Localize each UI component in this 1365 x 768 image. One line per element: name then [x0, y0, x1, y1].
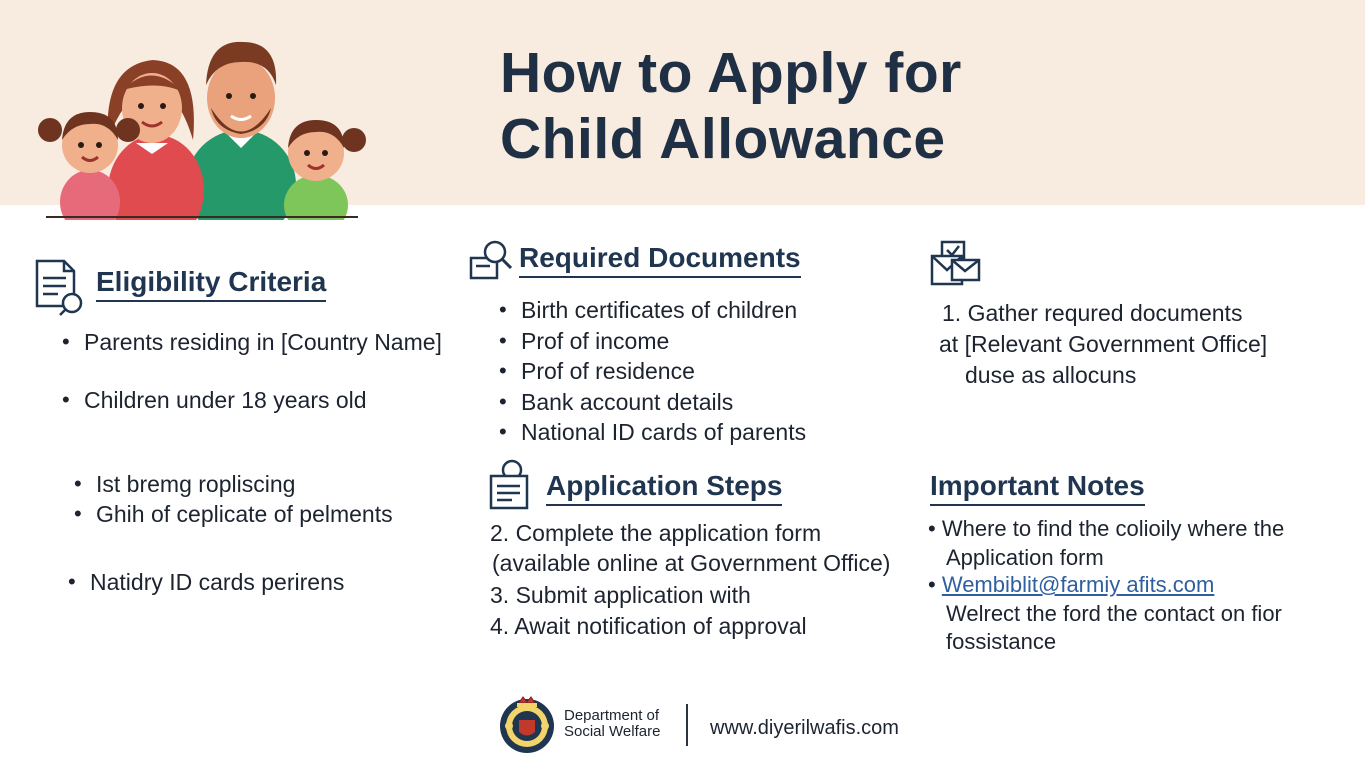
- page-title-line-1: How to Apply for: [500, 41, 962, 105]
- list-item: • Birth certificates of children: [499, 295, 806, 326]
- list-item: • Ist bremg ropliscing: [74, 469, 393, 499]
- list-item: • Prof of residence: [499, 356, 806, 387]
- contact-email-link[interactable]: Wembiblit@farmiy afits.com: [941, 572, 1215, 597]
- list-item: • Ghih of ceplicate of pelments: [74, 499, 393, 529]
- gather-line-3: duse as allocuns: [965, 362, 1137, 388]
- mail-icon: [928, 240, 982, 288]
- documents-heading: Required Documents: [519, 242, 801, 278]
- gather-line-1: 1. Gather requred documents: [942, 300, 1243, 326]
- step-line-4: 4. Await notification of approval: [490, 613, 807, 639]
- documents-list: [499, 295, 806, 448]
- search-document-icon: [468, 238, 514, 282]
- clipboard-person-icon: [488, 458, 534, 510]
- list-item: • Children under 18 years old: [62, 385, 442, 415]
- website-link[interactable]: www.diyerilwafis.com: [710, 717, 899, 739]
- list-item: • Prof of income: [499, 326, 806, 357]
- step-line-3: 3. Submit application with: [490, 582, 751, 608]
- page-title: [500, 40, 962, 172]
- department-seal-logo: [497, 693, 557, 755]
- steps-heading: Application Steps: [546, 470, 782, 506]
- step-line-2: (available online at Government Office): [492, 550, 891, 576]
- note-2-line-2: Welrect the ford the contact on fior: [946, 601, 1282, 626]
- bullet: •: [928, 572, 936, 597]
- eligibility-heading: Eligibility Criteria: [96, 266, 326, 302]
- list-item: • Parents residing in [Country Name]: [62, 327, 442, 357]
- notes-heading: Important Notes: [930, 470, 1145, 506]
- list-item: • Bank account details: [499, 387, 806, 418]
- note-1-line-1: Where to find the colioily where the: [941, 516, 1285, 541]
- dept-line-1: Department of: [564, 707, 660, 724]
- step-line-1: 2. Complete the application form: [490, 520, 822, 546]
- family-illustration: [28, 30, 373, 220]
- document-check-icon: [34, 258, 86, 316]
- footer-divider: [686, 704, 688, 746]
- eligibility-list: [62, 327, 442, 415]
- gather-line-2: at [Relevant Government Office]: [939, 331, 1268, 357]
- note-2-line-3: fossistance: [946, 629, 1057, 654]
- department-name: [564, 708, 660, 740]
- dept-line-2: Social Welfare: [564, 723, 661, 740]
- list-item: • Natidry ID cards perirens: [68, 567, 393, 597]
- note-2: [928, 570, 1214, 600]
- bullet: •: [928, 516, 936, 541]
- eligibility-list-extra: [74, 469, 393, 597]
- note-1-line-2: Application form: [946, 545, 1104, 570]
- page-title-line-2: Child Allowance: [500, 107, 946, 171]
- note-1: [928, 514, 1284, 544]
- list-item: • National ID cards of parents: [499, 417, 806, 448]
